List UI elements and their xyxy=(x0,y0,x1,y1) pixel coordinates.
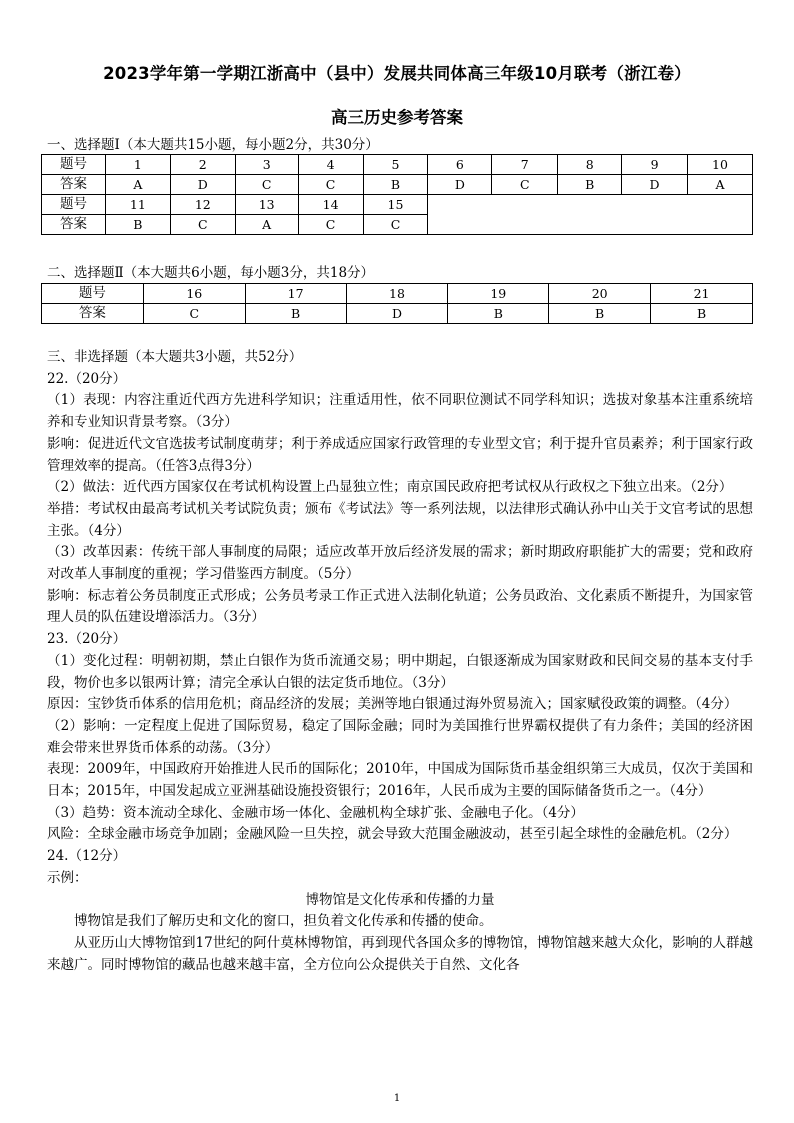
section1-row1-numbers xyxy=(42,155,753,175)
answer-cell: B xyxy=(245,304,346,324)
essay-paragraph: 从亚历山大博物馆到17世纪的阿什莫林博物馆，再到现代各国众多的博物馆，博物馆越来越大众化，影响的人群越来越广。同时博物馆的藏品也越来越丰富，全方位向公众提供关于自然、文化各 xyxy=(47,934,753,973)
answer-paragraph: 原因：宝钞货币体系的信用危机；商品经济的发展；美洲等地白银通过海外贸易流入；国家赋役政策的调整。（4分） xyxy=(47,696,738,713)
question-number: 4 xyxy=(298,155,363,175)
answer-cell: D xyxy=(170,175,235,195)
answer-cell: A xyxy=(688,175,753,195)
answer-paragraph: 举措：考试权由最高考试机关考试院负责；颁布《考试法》等一系列法规，以法律形式确认孙中山关于文官考试的思想主张。（4分） xyxy=(47,500,753,539)
answer-cell: A xyxy=(105,175,170,195)
answer-paragraph: 示例： xyxy=(47,869,88,886)
question-number: 11 xyxy=(105,195,170,215)
answer-paragraph: 24.（12分） xyxy=(47,848,127,865)
essay-title: 博物馆是文化传承和传播的力量 xyxy=(305,891,495,908)
document-subtitle: 高三历史参考答案 xyxy=(331,108,463,127)
answer-cell: B xyxy=(558,175,622,195)
answer-paragraph: 影响：标志着公务员制度正式形成；公务员考录工作正式进入法制化轨道；公务员政治、文化素质不断提升，为国家管理人员的队伍建设增添活力。（3分） xyxy=(47,587,753,626)
empty-block xyxy=(428,195,753,235)
document-title: 2023学年第一学期江浙高中（县中）发展共同体高三年级10月联考（浙江卷） xyxy=(103,64,691,83)
question-number: 12 xyxy=(170,195,235,215)
answer-paragraph: （2）影响：一定程度上促进了国际贸易，稳定了国际金融；同时为美国推行世界霸权提供了有力条件；美国的经济困难会带来世界货币体系的动荡。（3分） xyxy=(47,717,753,756)
answer-paragraph: 23.（20分） xyxy=(47,631,127,648)
section1-answer-table xyxy=(41,154,753,235)
question-number: 18 xyxy=(346,284,448,304)
answer-paragraph: （3）改革因素：传统干部人事制度的局限；适应改革开放后经济发展的需求；新时期政府职能扩大的需要；党和政府对改革人事制度的重视；学习借鉴西方制度。（5分） xyxy=(47,544,753,583)
question-number: 20 xyxy=(549,284,651,304)
answer-cell: C xyxy=(298,215,363,235)
answer-cell: C xyxy=(492,175,558,195)
question-number: 6 xyxy=(428,155,492,175)
answer-cell: B xyxy=(448,304,549,324)
answer-cell: C xyxy=(170,215,235,235)
answer-cell: C xyxy=(235,175,298,195)
answer-paragraph: （1）变化过程：明朝初期，禁止白银作为货币流通交易；明中期起，白银逐渐成为国家财政和民间交易的基本支付手段，物价也多以银两计算；清完全承认白银的法定货币地位。（3分） xyxy=(47,652,753,691)
question-number: 8 xyxy=(558,155,622,175)
answer-cell: A xyxy=(235,215,298,235)
answer-paragraph: 22.（20分） xyxy=(47,370,127,387)
answer-paragraph: 表现：2009年，中国政府开始推进人民币的国际化；2010年，中国成为国际货币基金组织第三大成员，仅次于美国和日本；2015年，中国发起成立亚洲基础设施投资银行；2016年，人民币成为主要的国际储备货币之一。（4分） xyxy=(47,761,753,800)
section2-numbers-row xyxy=(42,284,753,304)
answer-label: 答案 xyxy=(42,215,106,235)
question-label: 题号 xyxy=(42,195,106,215)
question-number: 10 xyxy=(688,155,753,175)
question-number: 15 xyxy=(363,195,428,215)
question-number: 21 xyxy=(651,284,753,304)
answer-cell: D xyxy=(428,175,492,195)
answer-cell: C xyxy=(363,215,428,235)
section2-heading: 二、选择题Ⅱ（本大题共6小题，每小题3分，共18分） xyxy=(47,265,375,281)
section3-body xyxy=(47,347,753,976)
essay-paragraph: 博物馆是我们了解历史和文化的窗口，担负着文化传承和传播的使命。 xyxy=(74,913,493,930)
answer-paragraph: 影响：促进近代文官选拔考试制度萌芽；利于养成适应国家行政管理的专业型文官；利于提升官员素养；利于国家行政管理效率的提高。（任答3点得3分） xyxy=(47,435,753,474)
section1-heading: 一、选择题Ⅰ（本大题共15小题，每小题2分，共30分） xyxy=(47,137,379,153)
answer-cell: B xyxy=(105,215,170,235)
question-label: 题号 xyxy=(42,155,106,175)
section2-answer-table xyxy=(41,283,753,324)
question-number: 19 xyxy=(448,284,549,304)
answer-paragraph: （1）表现：内容注重近代西方先进科学知识；注重适用性，依不同职位测试不同学科知识；选拔对象基本注重系统培养和专业知识背景考察。（3分） xyxy=(47,392,753,431)
section2-answers-row xyxy=(42,304,753,324)
question-number: 5 xyxy=(363,155,428,175)
answer-label: 答案 xyxy=(42,175,106,195)
section1-row2-numbers xyxy=(42,195,753,215)
question-number: 17 xyxy=(245,284,346,304)
question-number: 13 xyxy=(235,195,298,215)
question-number: 14 xyxy=(298,195,363,215)
answer-cell: D xyxy=(622,175,688,195)
answer-paragraph: 风险：全球金融市场竞争加剧；金融风险一旦失控，就会导致大范围金融波动，甚至引起全球性的金融危机。（2分） xyxy=(47,826,738,843)
question-number: 3 xyxy=(235,155,298,175)
answer-cell: C xyxy=(298,175,363,195)
answer-label: 答案 xyxy=(42,304,144,324)
answer-cell: B xyxy=(651,304,753,324)
question-number: 7 xyxy=(492,155,558,175)
answer-cell: B xyxy=(549,304,651,324)
answer-paragraph: （3）趋势：资本流动全球化、金融市场一体化、金融机构全球扩张、金融电子化。（4分） xyxy=(47,804,584,821)
page-number: 1 xyxy=(393,1093,401,1104)
answer-paragraph: （2）做法：近代西方国家仅在考试机构设置上凸显独立性；南京国民政府把考试权从行政权之下独立出来。（2分） xyxy=(47,479,733,496)
question-number: 2 xyxy=(170,155,235,175)
question-label: 题号 xyxy=(42,284,144,304)
section1-row1-answers xyxy=(42,175,753,195)
question-number: 16 xyxy=(143,284,245,304)
section3-heading: 三、非选择题（本大题共3小题，共52分） xyxy=(47,349,303,365)
answer-cell: C xyxy=(143,304,245,324)
answer-cell: B xyxy=(363,175,428,195)
answer-cell: D xyxy=(346,304,448,324)
question-number: 9 xyxy=(622,155,688,175)
question-number: 1 xyxy=(105,155,170,175)
